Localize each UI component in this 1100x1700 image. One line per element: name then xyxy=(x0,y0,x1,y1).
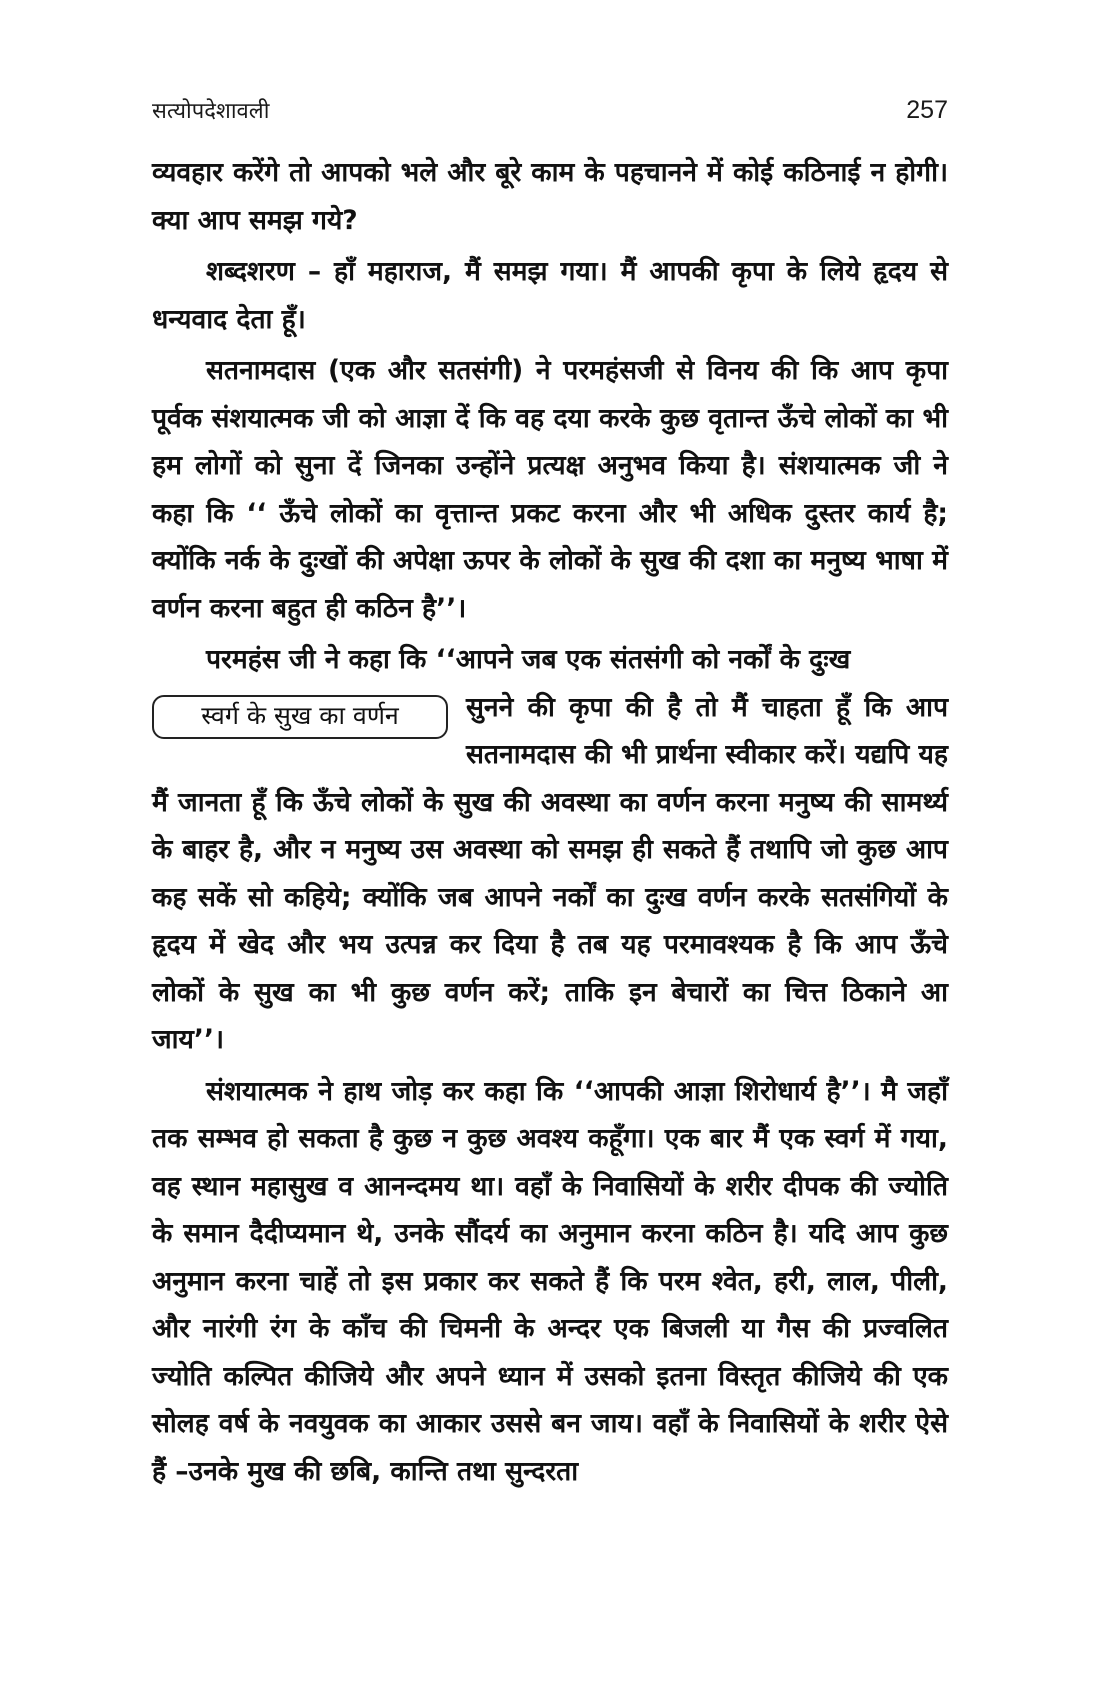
paragraph-paramhans-intro: परमहंस जी ने कहा कि ‘‘आपने जब एक संतसंगी को नर्कों के दुःख xyxy=(206,644,851,675)
side-label-box: स्वर्ग के सुख का वर्णन xyxy=(152,695,448,739)
side-label-wrap xyxy=(152,692,448,740)
paragraph-shabdsharan: शब्दशरण – हाँ महाराज, मैं समझ गया। मैं आपकी कृपा के लिये हृदय से धन्यवाद देता हूँ। xyxy=(152,256,948,335)
paragraph-sanshayatmak: संशयात्मक ने हाथ जोड़ कर कहा कि ‘‘आपकी आज्ञा शिरोधार्य है’’। मै जहाँ तक सम्भव हो सकता है कुछ न कुछ अवश्य कहूँगा। एक बार मैं एक स्वर्ग में गया, वह स्थान महासुख व आनन्दमय था। वहाँ के निवासियों के शरीर दीपक की ज्योति के समान दैदीप्यमान थे, उनके सौंदर्य का अनुमान करना कठिन है। यदि आप कुछ अनुमान करना चाहें तो इस प्रकार कर सकते हैं कि परम श्वेत, हरी, लाल, पीली, और नारंगी रंग के काँच की चिमनी के अन्दर एक बिजली या गैस की प्रज्वलित ज्योति कल्पित कीजिये और अपने ध्यान में उसको इतना विस्तृत कीजिये की एक सोलह वर्ष के नवयुवक का आकार उससे बन जाय। वहाँ के निवासियों के शरीर ऐसे हैं –उनके मुख की छबि, कान्ति तथा सुन्दरता xyxy=(152,1075,948,1487)
paragraph-paramhans-with-side-label xyxy=(152,684,948,1064)
running-header xyxy=(152,95,948,127)
page-body xyxy=(152,149,948,1495)
page-number: 257 xyxy=(906,96,948,124)
book-title: सत्योपदेशावली xyxy=(152,99,270,124)
paragraph-paramhans-continued: सुनने की कृपा की है तो मैं चाहता हूँ कि आप सतनामदास की भी प्रार्थना स्वीकार करें। यद्यपि यह मैं जानता हूँ कि ऊँचे लोकों के सुख की अवस्था का वर्णन करना मनुष्य की सामर्थ्य के बाहर है, और न मनुष्य उस अवस्था को समझ ही सकते हैं तथापि जो कुछ आप कह सकें सो कहिये; क्योंकि जब आपने नर्कों का दुःख वर्णन करके सतसंगियों के हृदय में खेद और भय उत्पन्न कर दिया है तब यह परमावश्यक है कि आप ऊँचे लोकों के सुख का भी कुछ वर्णन करें; ताकि इन बेचारों का चित्त ठिकाने आ जाय’’। xyxy=(152,691,948,1055)
paragraph-satnamdas: सतनामदास (एक और सतसंगी) ने परमहंसजी से विनय की कि आप कृपा पूर्वक संशयात्मक जी को आज्ञा दें कि वह दया करके कुछ वृतान्त ऊँचे लोकों का भी हम लोगों को सुना दें जिनका उन्होंने प्रत्यक्ष अनुभव किया है। संशयात्मक जी ने कहा कि ‘‘ ऊँचे लोकों का वृत्तान्त प्रकट करना और भी अधिक दुस्तर कार्य है; क्योंकि नर्क के दुःखों की अपेक्षा ऊपर के लोकों के सुख की दशा का मनुष्य भाषा में वर्णन करना बहुत ही कठिन है’’। xyxy=(152,355,948,624)
paragraph-continued: व्यवहार करेंगे तो आपको भले और बूरे काम के पहचानने में कोई कठिनाई न होगी। क्या आप समझ गये? xyxy=(152,157,948,236)
